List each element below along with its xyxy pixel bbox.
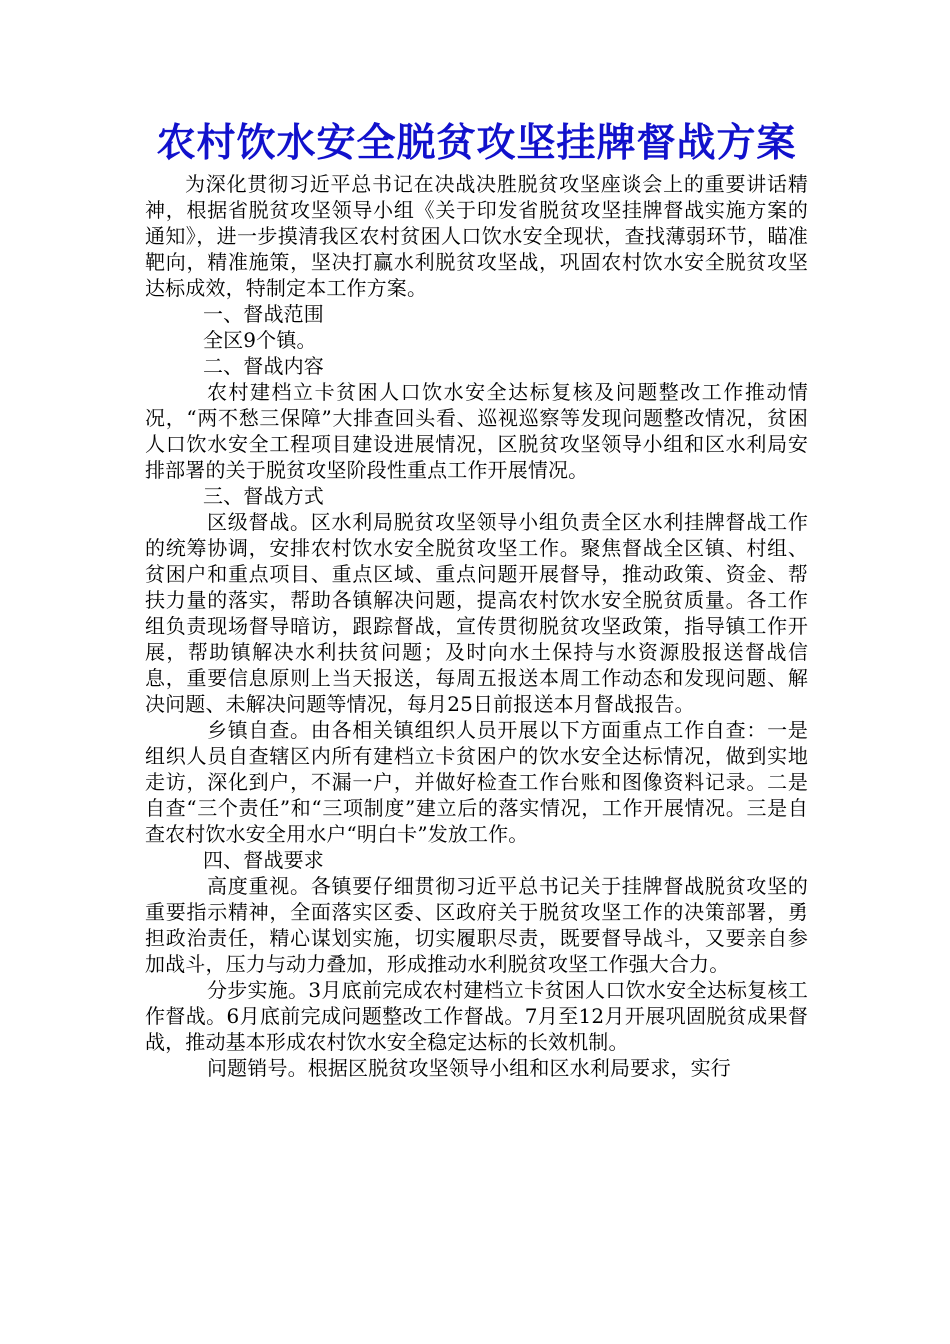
content-paragraph: 农村建档立卡贫困人口饮水安全达标复核及问题整改工作推动情况，“两不愁三保障”大排查回头看、巡视巡察等发现问题整改情况，贫困人口饮水安全工程项目建设进展情况，区脱贫攻坚领导小组和区水利局安排部署的关于脱贫攻坚阶段性重点工作开展情况。: [145, 380, 808, 482]
section-heading-scope: 一、督战范围: [203, 302, 324, 326]
section-heading-requirements: 四、督战要求: [203, 848, 324, 872]
document-body: [145, 171, 808, 1081]
town-selfcheck-paragraph: 乡镇自查。由各相关镇组织人员开展以下方面重点工作自查：一是组织人员自查辖区内所有建档立卡贫困户的饮水安全达标情况，做到实地走访，深化到户，不漏一户，并做好检查工作台账和图像资料记录。二是自查“三个责任”和“三项制度”建立后的落实情况，工作开展情况。三是自查农村饮水安全用水户“明白卡”发放工作。: [145, 718, 808, 846]
district-supervision-paragraph: 区级督战。区水利局脱贫攻坚领导小组负责全区水利挂牌督战工作的统筹协调，安排农村饮水安全脱贫攻坚工作。聚焦督战全区镇、村组、贫困户和重点项目、重点区域、重点问题开展督导，推动政策、资金、帮扶力量的落实，帮助各镇解决问题，提高农村饮水安全脱贫质量。各工作组负责现场督导暗访，跟踪督战，宣传贯彻脱贫攻坚政策，指导镇工作开展，帮助镇解决水利扶贫问题；及时向水土保持与水资源股报送督战信息，重要信息原则上当天报送，每周五报送本周工作动态和发现问题、解决问题、未解决问题等情况，每月25日前报送本月督战报告。: [145, 510, 808, 716]
section-heading-content: 二、督战内容: [203, 354, 324, 378]
document-title: 农村饮水安全脱贫攻坚挂牌督战方案: [156, 121, 797, 166]
attention-paragraph: 高度重视。各镇要仔细贯彻习近平总书记关于挂牌督战脱贫攻坚的重要指示精神，全面落实区委、区政府关于脱贫攻坚工作的决策部署，勇担政治责任，精心谋划实施，切实履职尽责，既要督导战斗，又要亲自参加战斗，压力与动力叠加，形成推动水利脱贫攻坚工作强大合力。: [145, 874, 808, 976]
intro-paragraph: 为深化贯彻习近平总书记在决战决胜脱贫攻坚座谈会上的重要讲话精神，根据省脱贫攻坚领导小组《关于印发省脱贫攻坚挂牌督战实施方案的通知》，进一步摸清我区农村贫困人口饮水安全现状，查找薄弱环节，瞄准靶向，精准施策，坚决打赢水利脱贫攻坚战，巩固农村饮水安全脱贫攻坚达标成效，特制定本工作方案。: [145, 172, 808, 300]
closure-paragraph: 问题销号。根据区脱贫攻坚领导小组和区水利局要求，实行: [207, 1056, 731, 1080]
phased-paragraph: 分步实施。3月底前完成农村建档立卡贫困人口饮水安全达标复核工作督战。6月底前完成问题整改工作督战。7月至12月开展巩固脱贫成果督战，推动基本形成农村饮水安全稳定达标的长效机制。: [145, 978, 808, 1054]
section-heading-method: 三、督战方式: [203, 484, 324, 508]
scope-paragraph: 全区9个镇。: [203, 328, 317, 352]
